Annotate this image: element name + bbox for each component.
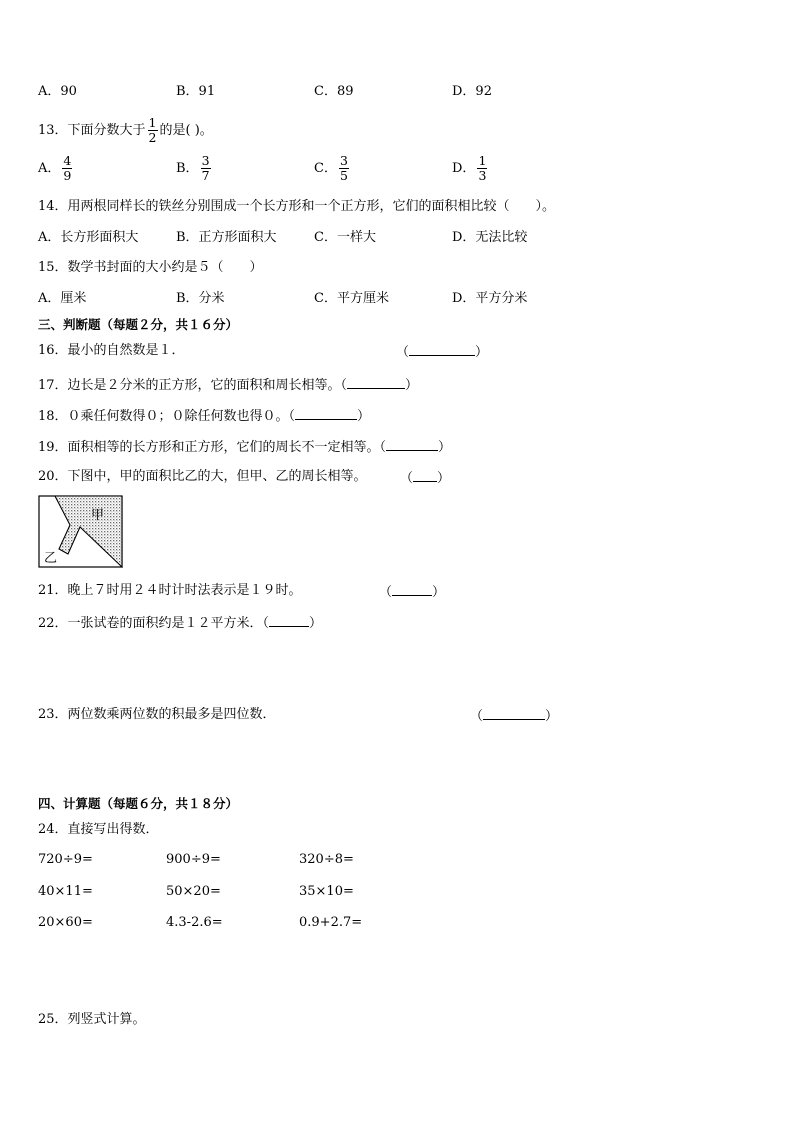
q13-fraction: $\frac{1}{2}$: [148, 115, 157, 145]
question-20: 20．下图中，甲的面积比乙的大，但甲、乙的周长相等。: [38, 469, 367, 484]
question-24: 24．直接写出得数．: [38, 822, 159, 837]
calc-item: 720÷9=: [38, 852, 93, 867]
q23-answer-blank[interactable]: （ ）: [470, 709, 559, 724]
calc-item: 20×60=: [38, 915, 93, 930]
q13-option-a: A． $\frac{4}{9}$: [38, 153, 72, 183]
question-22: 22．一张试卷的面积约是１２平方米．（ ）: [38, 616, 323, 631]
question-16: 16．最小的自然数是１．: [38, 343, 185, 358]
calc-item: 40×11=: [38, 884, 93, 899]
q13-option-c: C． $\frac{3}{5}$: [314, 153, 348, 183]
q15-option-d: D．平方分米: [452, 291, 528, 306]
q12-option-d: D．92: [452, 84, 492, 99]
q21-answer-blank[interactable]: （ ）: [379, 585, 446, 600]
q12-option-a: A．90: [38, 84, 77, 99]
question-14: 14．用两根同样长的铁丝分别围成一个长方形和一个正方形，它们的面积相比较（ ）。: [38, 199, 556, 214]
q14-option-a: A．长方形面积大: [38, 230, 139, 245]
question-15: 15．数学书封面的大小约是５（ ）: [38, 260, 263, 275]
calc-item: 4.3-2.6=: [166, 915, 223, 930]
calc-item: 35×10=: [299, 884, 354, 899]
section-3-title: 三、判断题（每题２分，共１６分）: [38, 317, 239, 332]
q18-answer-blank[interactable]: [295, 407, 357, 420]
question-18: 18．０乘任何数得０；０除任何数也得０。（ ）: [38, 409, 371, 424]
q17-answer-blank[interactable]: [347, 376, 405, 389]
question-19: 19．面积相等的长方形和正方形，它们的周长不一定相等。（ ）: [38, 440, 452, 455]
q20-answer-blank[interactable]: （ ）: [400, 471, 451, 486]
question-13: [38, 116, 213, 146]
area-comparison-figure: [38, 495, 124, 569]
question-25: 25．列竖式计算。: [38, 1012, 146, 1027]
calc-item: 320÷8=: [299, 852, 354, 867]
question-21: 21．晚上７时用２４时计时法表示是１９时。: [38, 583, 302, 598]
q22-answer-blank[interactable]: [269, 614, 309, 627]
calc-item: 50×20=: [166, 884, 221, 899]
q13-prefix: 13．下面分数大于: [38, 123, 146, 138]
label-yi: 乙: [44, 551, 58, 566]
q13-option-b: B． $\frac{3}{7}$: [176, 153, 210, 183]
q14-option-c: C．一样大: [314, 230, 376, 245]
q15-option-a: A．厘米: [38, 291, 87, 306]
q15-option-b: B．分米: [176, 291, 225, 306]
q13-suffix: 的是( )。: [159, 123, 213, 138]
calc-item: 0.9+2.7=: [299, 915, 363, 930]
q16-answer-blank[interactable]: （ ）: [396, 345, 489, 360]
q14-option-d: D．无法比较: [452, 230, 528, 245]
section-4-title: 四、计算题（每题６分，共１８分）: [38, 796, 239, 811]
q19-answer-blank[interactable]: [386, 438, 438, 451]
q15-option-c: C．平方厘米: [314, 291, 389, 306]
question-17: 17．边长是２分米的正方形，它的面积和周长相等。（ ）: [38, 378, 419, 393]
label-jia: 甲: [91, 508, 105, 523]
q12-option-c: C．89: [314, 84, 354, 99]
q14-option-b: B．正方形面积大: [176, 230, 277, 245]
calc-item: 900÷9=: [166, 852, 221, 867]
q12-option-b: B．91: [176, 84, 216, 99]
q13-option-d: D． $\frac{1}{3}$: [452, 153, 487, 183]
question-23: 23．两位数乘两位数的积最多是四位数．: [38, 707, 276, 722]
